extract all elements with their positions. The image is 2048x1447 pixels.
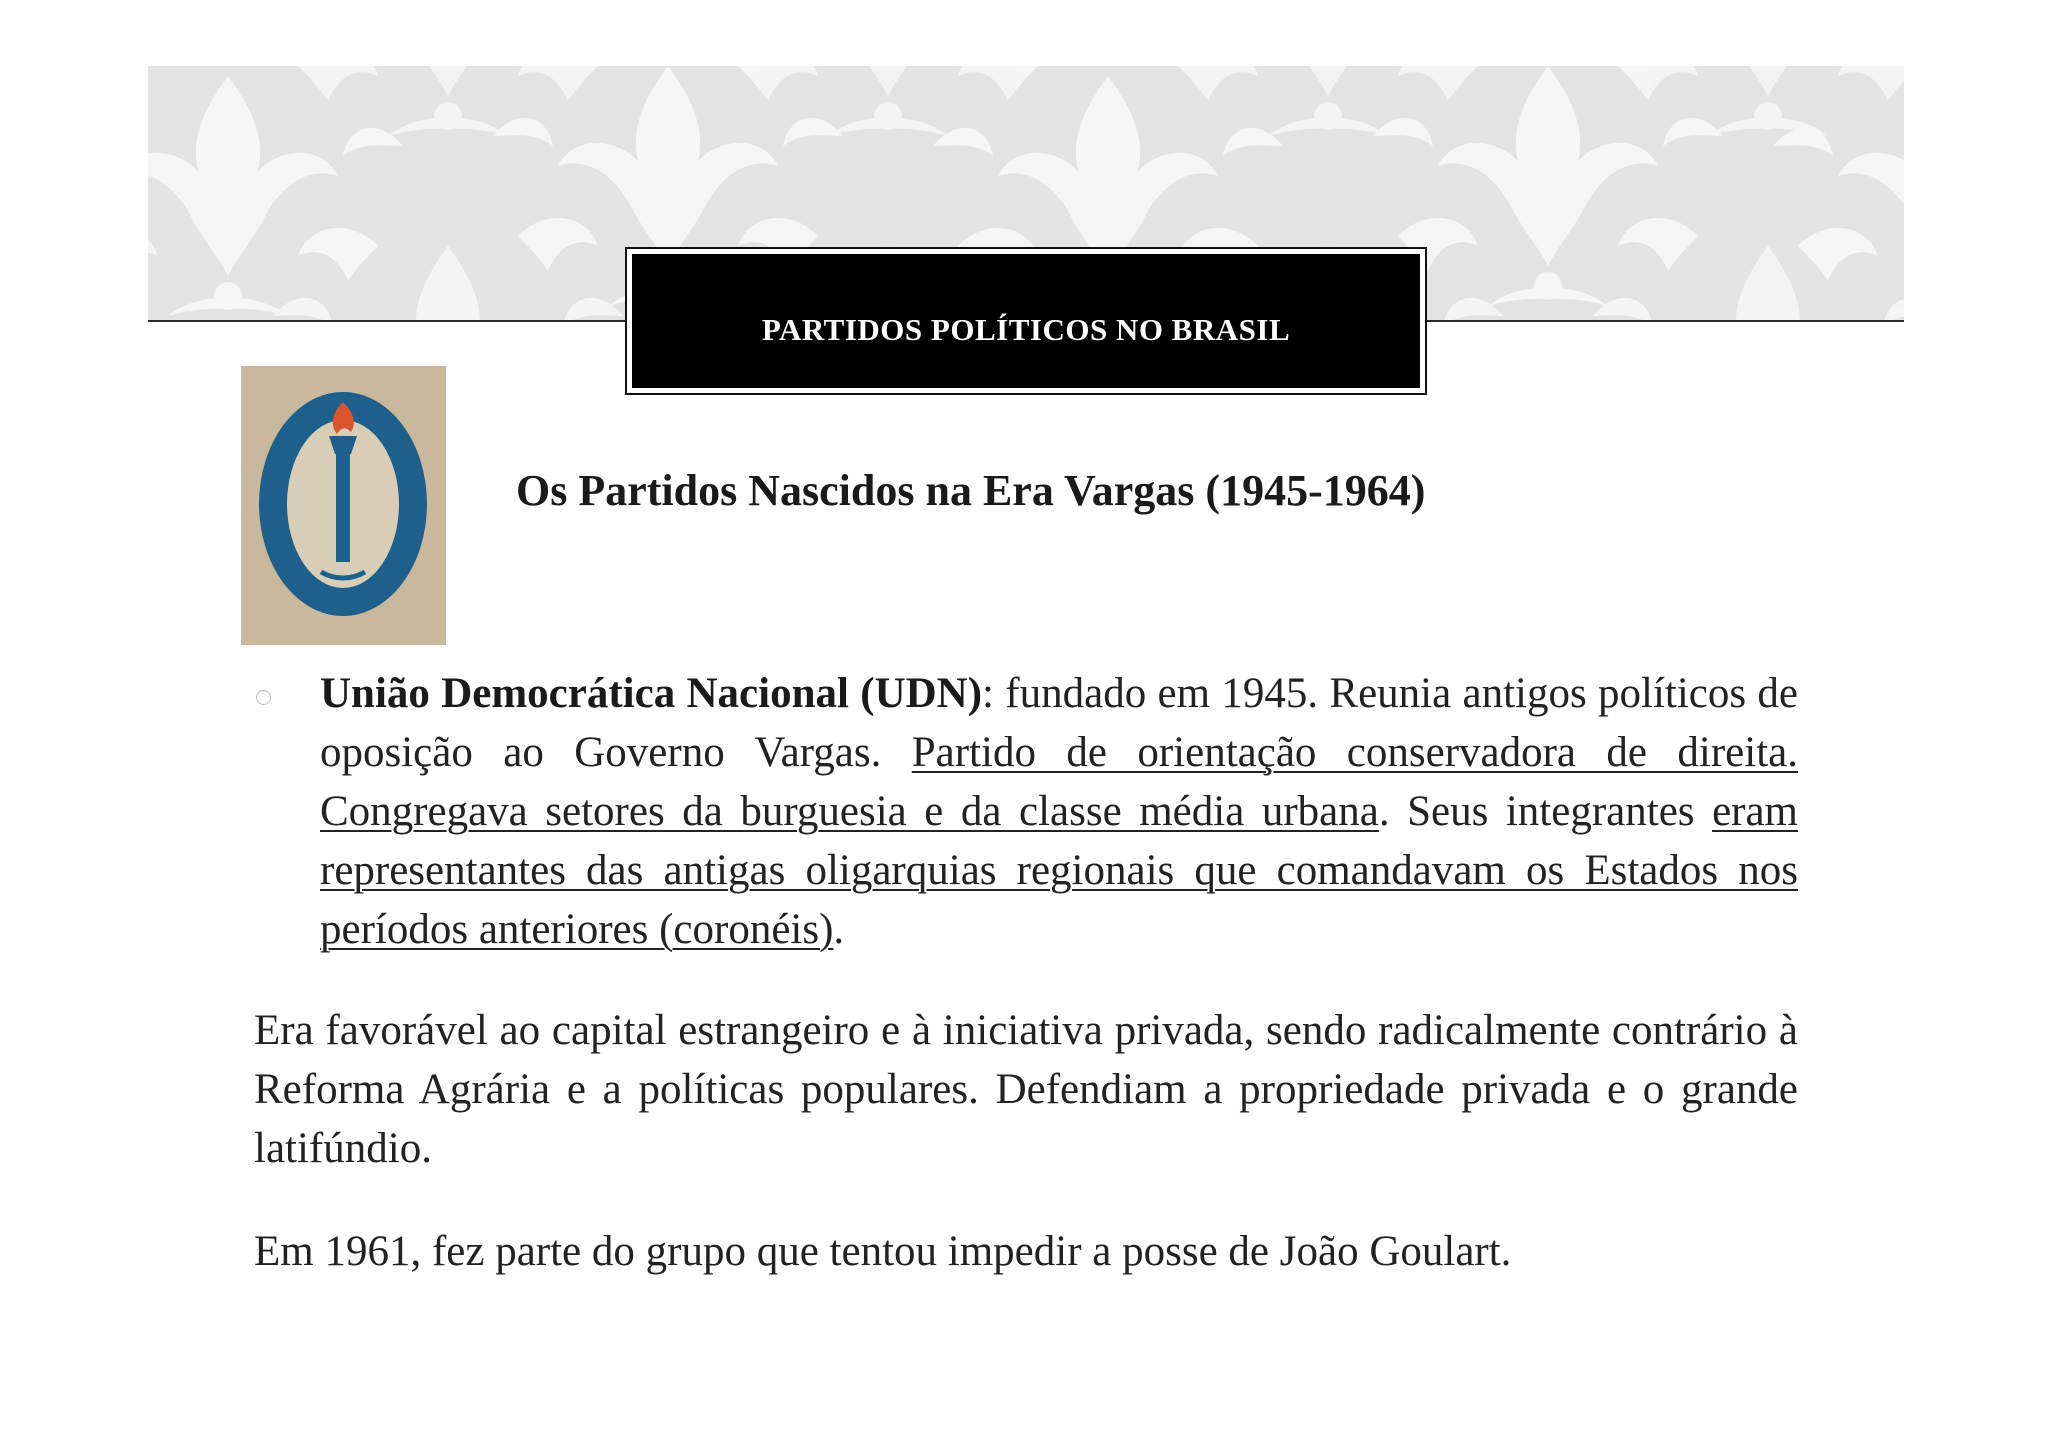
bullet-udn: [254, 664, 1798, 959]
slide-content: [254, 664, 1798, 1281]
bullet-text-1: fundado em 1945. Reunia antigos políticos de oposição ao Governo Vargas.: [320, 670, 1799, 776]
slide-title-box: [625, 247, 1427, 395]
bullet-underline-1: Partido de orientação conservadora de direita. Congregava setores da burguesia e da classe média urbana: [320, 729, 1798, 835]
udn-torch-emblem-icon: [241, 366, 446, 645]
bullet-text-3: .: [833, 906, 845, 953]
paragraph-1961: Em 1961, fez parte do grupo que tentou impedir a posse de João Goulart.: [254, 1228, 1512, 1275]
slide-title: PARTIDOS POLÍTICOS NO BRASIL: [761, 312, 1291, 347]
section-subtitle: Os Partidos Nascidos na Era Vargas (1945-1964): [516, 466, 1426, 515]
udn-logo: [241, 366, 446, 645]
bullet-term: União Democrática Nacional (UDN): [320, 670, 983, 717]
bullet-underline-2: eram representantes das antigas oligarquias regionais que comandavam os Estados nos períodos anteriores (coronéis): [320, 788, 1798, 953]
bullet-separator: :: [982, 670, 994, 717]
bullet-circle-icon: [256, 690, 271, 705]
paragraph-positions: Era favorável ao capital estrangeiro e à iniciativa privada, sendo radicalmente contrário à Reforma Agrária e a políticas populares. Defendiam a propriedade privada e o grande latifúndio.: [254, 1007, 1798, 1172]
bullet-text-2: . Seus integrantes: [1378, 788, 1713, 835]
